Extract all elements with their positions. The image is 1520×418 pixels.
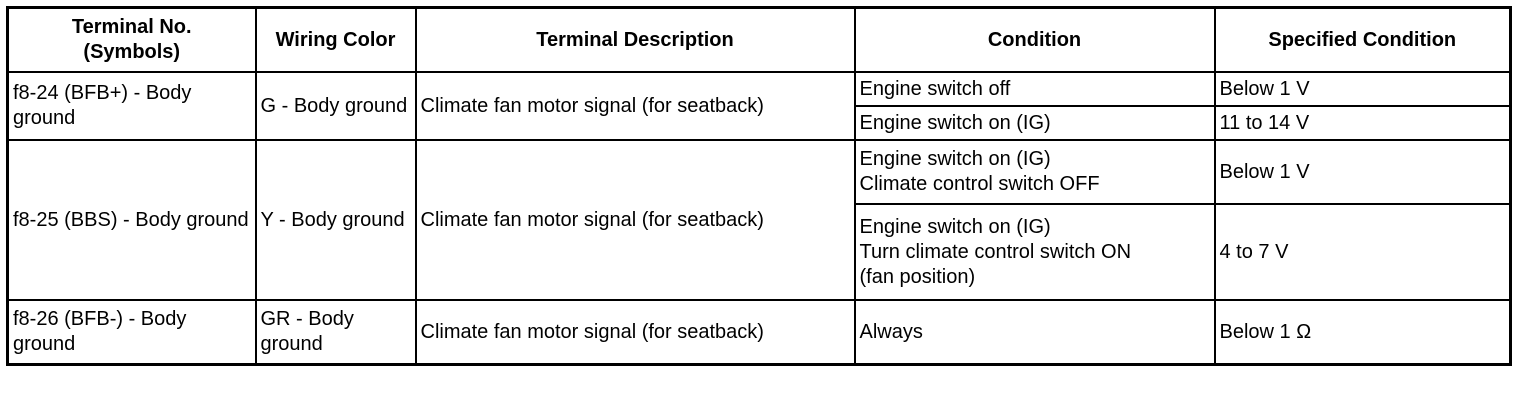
condition-line: (fan position) [859, 265, 976, 288]
condition-cell [855, 204, 1215, 300]
description-cell: Climate fan motor signal (for seatback) [416, 140, 855, 300]
condition-cell [855, 106, 1215, 140]
condition-line: Climate control switch OFF [859, 173, 1100, 195]
condition-line: Engine switch on (IG) [859, 111, 1051, 134]
header-terminal-no-line1: Terminal No. [71, 16, 192, 38]
specified-condition-cell: 11 to 14 V [1215, 106, 1511, 140]
condition-cell [855, 140, 1215, 204]
condition-line: Engine switch on (IG) [859, 215, 1051, 238]
header-terminal-no-line2: (Symbols) [83, 41, 181, 63]
header-wiring-color: Wiring Color [256, 8, 416, 73]
specified-condition-cell: 4 to 7 V [1215, 204, 1511, 300]
header-terminal-description: Terminal Description [416, 8, 855, 73]
condition-cell [855, 300, 1215, 365]
terminal-cell: f8-25 (BBS) - Body ground [8, 140, 256, 300]
wiring-color-cell: GR - Body ground [256, 300, 416, 365]
wiring-color-cell: G - Body ground [256, 72, 416, 140]
terminal-spec-table [6, 6, 1512, 366]
condition-line: Engine switch off [859, 77, 1011, 100]
table-row [8, 140, 1511, 204]
table-row [8, 72, 1511, 106]
terminal-spec-table-container [6, 6, 1509, 366]
specified-condition-cell: Below 1 Ω [1215, 300, 1511, 365]
terminal-cell: f8-24 (BFB+) - Body ground [8, 72, 256, 140]
specified-condition-cell: Below 1 V [1215, 72, 1511, 106]
wiring-color-cell: Y - Body ground [256, 140, 416, 300]
table-header-row [8, 8, 1511, 73]
header-specified-condition: Specified Condition [1215, 8, 1511, 73]
condition-line: Always [859, 320, 923, 343]
table-row [8, 300, 1511, 365]
terminal-cell: f8-26 (BFB-) - Body ground [8, 300, 256, 365]
condition-cell [855, 72, 1215, 106]
condition-line: Engine switch on (IG) [859, 148, 1051, 170]
condition-line: Turn climate control switch ON [859, 240, 1132, 263]
header-terminal-no [8, 8, 256, 73]
description-cell: Climate fan motor signal (for seatback) [416, 72, 855, 140]
description-cell: Climate fan motor signal (for seatback) [416, 300, 855, 365]
header-condition: Condition [855, 8, 1215, 73]
specified-condition-cell: Below 1 V [1215, 140, 1511, 204]
